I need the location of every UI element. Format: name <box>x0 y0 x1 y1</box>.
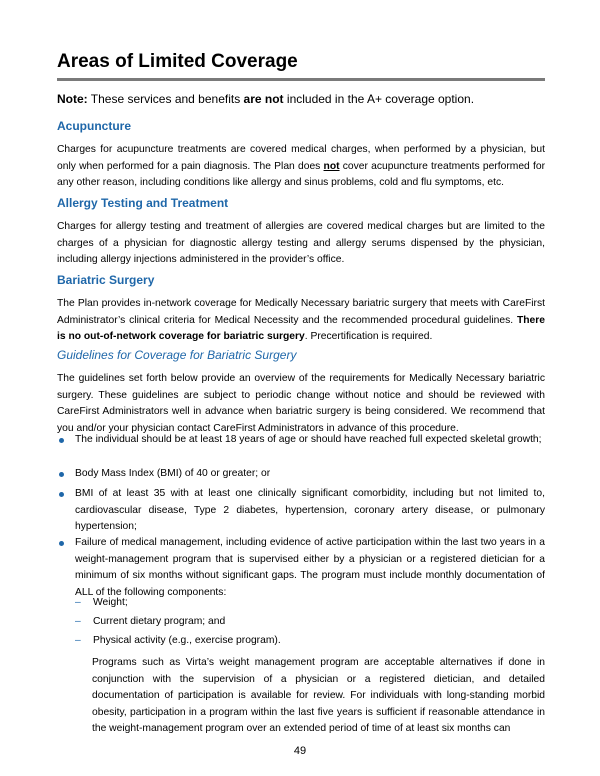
dash-item: – Weight; <box>75 595 128 611</box>
acupuncture-paragraph <box>57 142 545 192</box>
note-text-pre: These services and benefits <box>87 92 244 106</box>
bariatric-text-pre: The Plan provides in-network coverage for Medically Necessary bariatric surgery that meets with CareFirst Administrator’s clinical criteria for Medical Necessity and the recommended procedural guidelines. <box>57 298 545 326</box>
bullet-icon <box>59 492 64 497</box>
allergy-paragraph: Charges for allergy testing and treatment of allergies are covered medical charges but are limited to the charges of a physician for diagnostic allergy testing and allergy serums dispensed by the physician, including allergy injections administered in the provider’s office. <box>57 221 545 265</box>
acupuncture-text-pre: Charges for acupuncture treatments are covered medical charges, when performed by a physician, but only when performed for a pain diagnosis. The Plan does <box>57 144 545 172</box>
allergy-heading: Allergy Testing and Treatment <box>57 196 229 210</box>
bullet-item: Failure of medical management, including evidence of active participation within the last two years in a weight-management program that is supervised either by a physician or a registered dietician for a minimum of six months without significant gaps. The program must include monthly documentation of ALL of the following components: <box>75 535 545 601</box>
acupuncture-text-post: cover acupuncture treatments performed for any other reason, including conditions like allergy and sinus problems, cold and flu symptoms, etc. <box>57 160 545 188</box>
bullet-icon <box>59 541 64 546</box>
note-label: Note: <box>57 92 88 106</box>
coverage-note <box>57 92 474 107</box>
note-emphasis: are not <box>243 92 284 106</box>
acupuncture-heading: Acupuncture <box>57 119 132 133</box>
dash-item: – Current dietary program; and <box>75 614 225 630</box>
acupuncture-not-emphasis: not <box>323 160 340 172</box>
dash-icon: – <box>75 597 81 608</box>
bullet-icon <box>59 438 64 443</box>
bariatric-no-oon-coverage: There is no out-of-network coverage for bariatric surgery <box>57 314 545 342</box>
page-number: 49 <box>293 745 307 757</box>
programs-paragraph: Programs such as Virta’s weight management program are acceptable alternatives if done in conjunction with the supervision of a physician or a registered dietician, and detailed documentation of participation is available for review. For individuals with long-standing morbid obesity, participation in a program within the last five years is sufficient if reasonable attendance in the weight-management program over an extended period of time of at least six months can <box>92 657 545 734</box>
dash-item: – Physical activity (e.g., exercise program). <box>75 633 281 649</box>
dash-icon: – <box>75 616 81 627</box>
page-title: Areas of Limited Coverage <box>57 51 298 72</box>
note-text-post: included in the A+ coverage option. <box>283 92 475 106</box>
bariatric-paragraph <box>57 296 545 346</box>
bariatric-text-post: . Precertification is required. <box>304 331 433 342</box>
bullet-item: BMI of at least 35 with at least one clinically significant comorbidity, including but not limited to, cardiovascular disease, Type 2 diabetes, hypertension, coronary artery disease, or pulmonary hypertension; <box>75 486 545 536</box>
guidelines-intro: The guidelines set forth below provide an overview of the requirements for Medically Necessary bariatric surgery. These guidelines are subject to periodic change without notice and should be reviewed with CareFirst Administrators well in advance when bariatric surgery is being considered. We recommend that you and/or your physician contact CareFirst Administrators in advance of this procedure. <box>57 373 545 434</box>
dash-icon: – <box>75 635 81 646</box>
bullet-icon <box>59 472 64 477</box>
guidelines-heading: Guidelines for Coverage for Bariatric Surgery <box>57 348 297 362</box>
title-divider <box>57 78 545 81</box>
bullet-item: Body Mass Index (BMI) of 40 or greater; or <box>75 466 545 483</box>
bullet-item: The individual should be at least 18 years of age or should have reached full expected skeletal growth; <box>75 432 545 449</box>
bariatric-heading: Bariatric Surgery <box>57 273 155 287</box>
